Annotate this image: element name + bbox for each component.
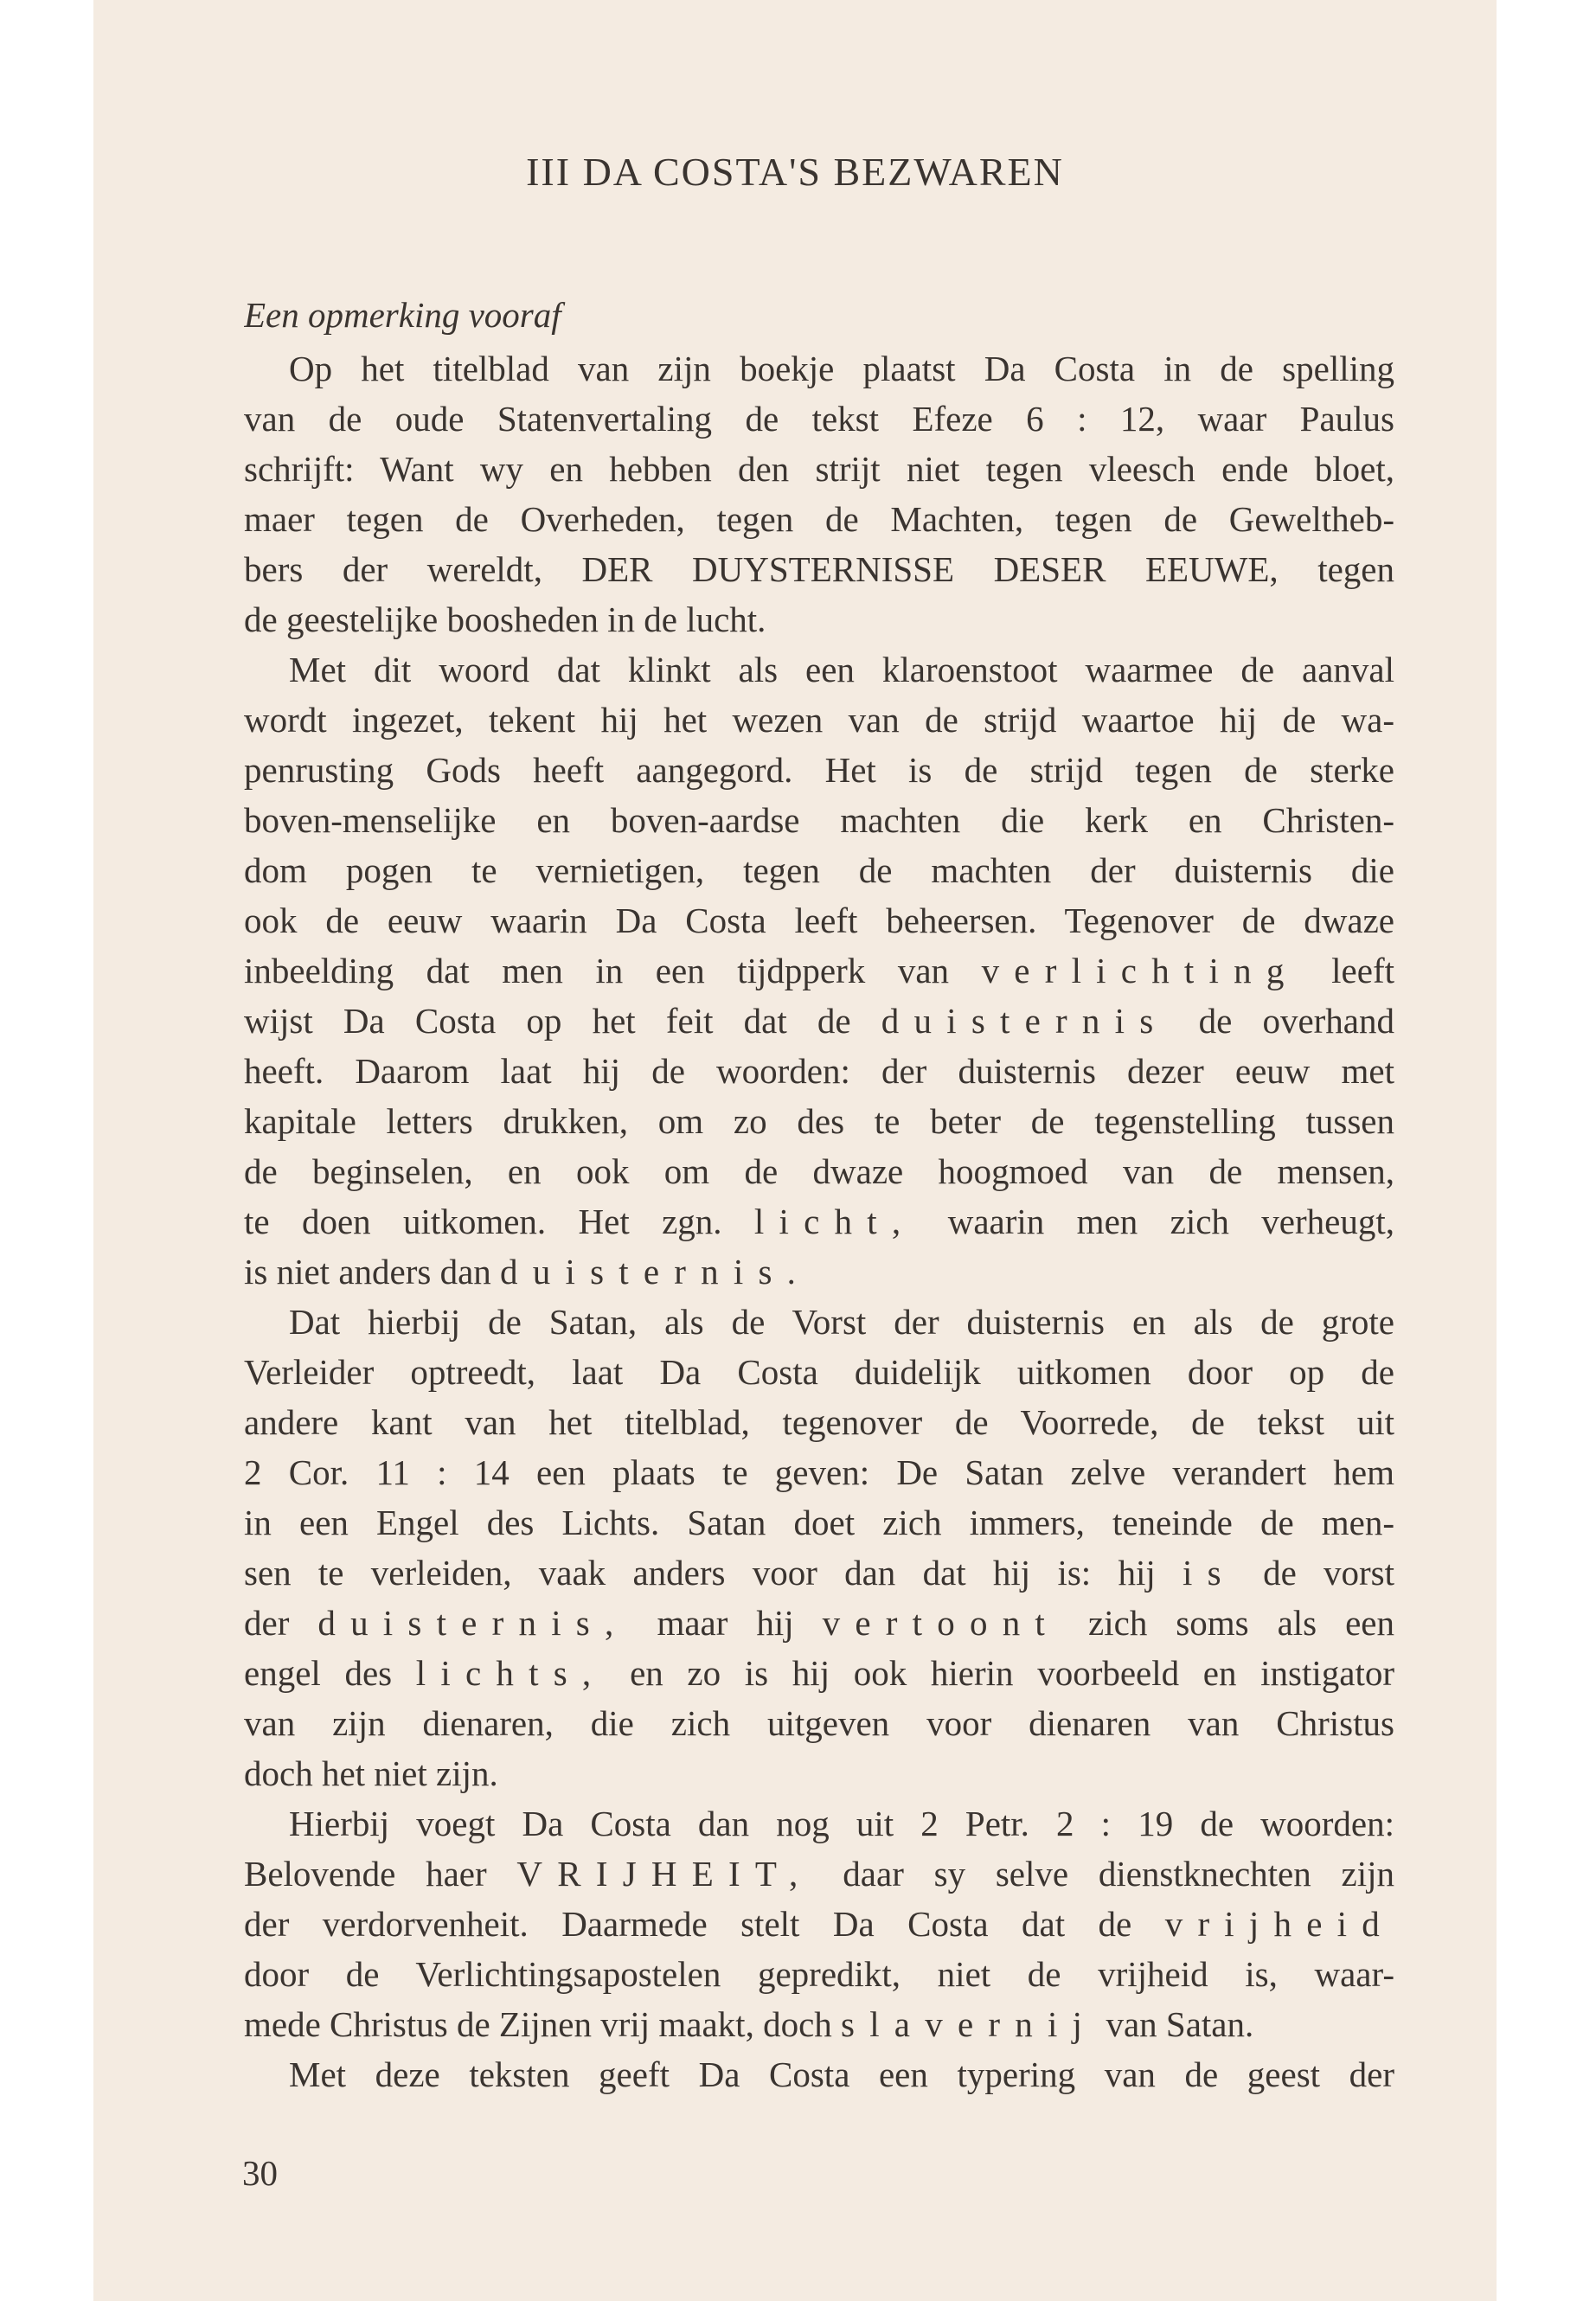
- text-segment: engel des: [244, 1653, 393, 1693]
- text-line: kapitale letters drukken, om zo des te beter de tegenstelling tussen: [244, 1101, 1394, 1141]
- text-line: wordt ingezet, tekent hij het wezen van de strijd waartoe hij de wa-: [244, 700, 1394, 740]
- spaced-emphasis: duisternis.: [500, 1252, 811, 1292]
- text-line: [244, 1648, 1394, 1698]
- text-line: [244, 1999, 1394, 2049]
- text-segment: de vorst: [1263, 1553, 1394, 1593]
- text-segment: Belovende haer: [244, 1854, 487, 1894]
- text-segment: daar sy selve dienstknechten zijn: [843, 1854, 1394, 1894]
- spaced-emphasis: duisternis: [881, 1001, 1169, 1041]
- text-segment: wijst Da Costa op het feit dat de: [244, 1001, 851, 1041]
- text-line: penrusting Gods heeft aangegord. Het is de strijd tegen de sterke: [244, 750, 1394, 790]
- text-segment: zich soms als een: [1088, 1603, 1394, 1643]
- spaced-emphasis: verlichting: [981, 951, 1299, 990]
- text-line: boven-menselijke en boven-aardse machten die kerk en Christen-: [244, 800, 1394, 840]
- text-segment: maar hij: [657, 1603, 794, 1643]
- text-segment: sen te verleiden, vaak anders voor dan dat hij is: hij: [244, 1553, 1156, 1593]
- text-line: ook de eeuw waarin Da Costa leeft beheersen. Tegenover de dwaze: [244, 901, 1394, 940]
- text-line: Dat hierbij de Satan, als de Vorst der duisternis en als de grote: [289, 1302, 1394, 1342]
- text-line: dom pogen te vernietigen, tegen de machten der duisternis die: [244, 850, 1394, 890]
- text-line: doch het niet zijn.: [244, 1753, 498, 1793]
- spaced-emphasis: vertoont: [822, 1603, 1061, 1643]
- text-line: van de oude Statenvertaling de tekst Efeze 6 : 12, waar Paulus: [244, 399, 1394, 439]
- text-line: [244, 1548, 1394, 1598]
- text-line: andere kant van het titelblad, tegenover de Voorrede, de tekst uit: [244, 1402, 1394, 1442]
- text-segment: inbeelding dat men in een tijdpperk van: [244, 951, 950, 990]
- text-segment: te doen uitkomen. Het zgn.: [244, 1202, 722, 1241]
- text-segment: mede Christus de Zijnen vrij maakt, doch: [244, 2004, 832, 2044]
- text-line: [244, 1196, 1394, 1247]
- text-line: [244, 1598, 1394, 1648]
- text-line: [244, 945, 1394, 996]
- text-segment: der verdorvenheit. Daarmede stelt Da Costa dat de: [244, 1904, 1132, 1944]
- text-line: [244, 1899, 1394, 1949]
- text-line: bers der wereldt, DER DUYSTERNISSE DESER EEUWE, tegen: [244, 549, 1394, 589]
- text-line: de geestelijke boosheden in de lucht.: [244, 599, 766, 639]
- text-segment: der: [244, 1603, 290, 1643]
- text-line: van zijn dienaren, die zich uitgeven voor dienaren van Christus: [244, 1703, 1394, 1743]
- text-segment: en zo is hij ook hierin voorbeeld en instigator: [630, 1653, 1394, 1693]
- text-line: Hierbij voegt Da Costa dan nog uit 2 Petr. 2 : 19 de woorden:: [289, 1804, 1394, 1843]
- page-number: 30: [242, 2153, 278, 2193]
- text-line: schrijft: Want wy en hebben den strijt niet tegen vleesch ende bloet,: [244, 449, 1394, 489]
- text-line: door de Verlichtingsapostelen gepredikt, niet de vrijheid is, waar-: [244, 1954, 1394, 1994]
- text-line: Met dit woord dat klinkt als een klaroenstoot waarmee de aanval: [289, 650, 1394, 689]
- text-line: maer tegen de Overheden, tegen de Machten, tegen de Geweltheb-: [244, 499, 1394, 539]
- text-line: Verleider optreedt, laat Da Costa duidelijk uitkomen door op de: [244, 1352, 1394, 1392]
- text-line: in een Engel des Lichts. Satan doet zich immers, teneinde de men-: [244, 1503, 1394, 1542]
- book-page: [93, 0, 1497, 2301]
- body-text: [244, 290, 1394, 2099]
- spaced-emphasis: VRIJHEIT,: [516, 1854, 813, 1894]
- text-line: 2 Cor. 11 : 14 een plaats te geven: De Satan zelve verandert hem: [244, 1452, 1394, 1492]
- spaced-emphasis: is: [1183, 1553, 1236, 1593]
- spaced-emphasis: slavernij: [841, 2004, 1098, 2044]
- text-line: heeft. Daarom laat hij de woorden: der duisternis dezer eeuw met: [244, 1051, 1394, 1091]
- text-line: Op het titelblad van zijn boekje plaatst Da Costa in de spelling: [289, 349, 1394, 388]
- text-segment: de overhand: [1198, 1001, 1394, 1041]
- text-line: Met deze teksten geeft Da Costa een typering van de geest der: [289, 2054, 1394, 2094]
- spaced-emphasis: duisternis,: [317, 1603, 629, 1643]
- text-line: de beginselen, en ook om de dwaze hoogmoed van de mensen,: [244, 1151, 1394, 1191]
- spaced-emphasis: licht,: [753, 1202, 916, 1241]
- spaced-emphasis: lichts,: [415, 1653, 606, 1693]
- text-segment: waarin men zich verheugt,: [947, 1202, 1394, 1241]
- text-line: [244, 996, 1394, 1046]
- text-segment: is niet anders dan: [244, 1252, 491, 1292]
- text-segment: van Satan.: [1106, 2004, 1254, 2044]
- spaced-emphasis: vrijheid: [1164, 1904, 1394, 1944]
- text-segment: leeft: [1331, 951, 1394, 990]
- text-line: [244, 1247, 1394, 1297]
- section-heading: Een opmerking vooraf: [244, 295, 561, 335]
- text-line: [244, 1849, 1394, 1899]
- chapter-title: III DA COSTA'S BEZWAREN: [526, 150, 1064, 194]
